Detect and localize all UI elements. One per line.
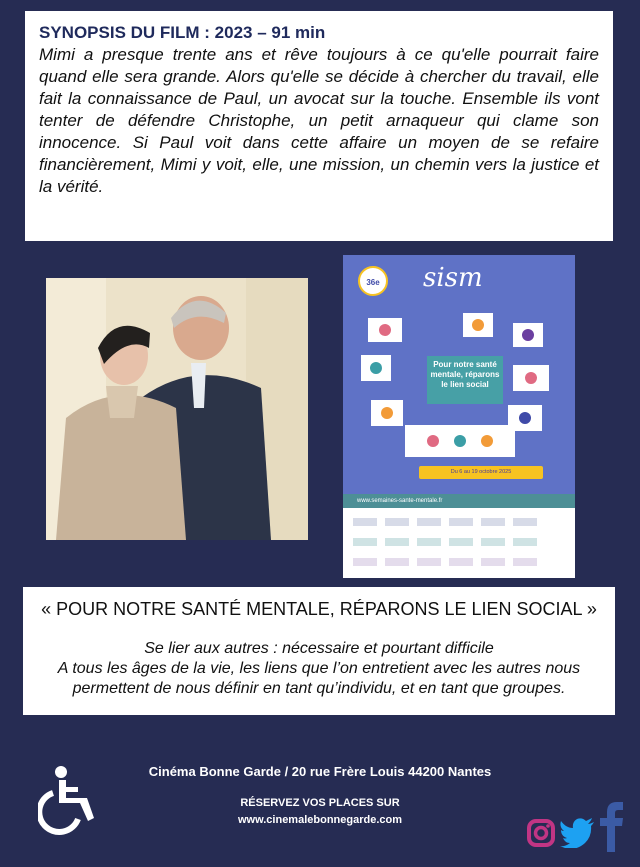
poster-logo: sism xyxy=(423,263,483,293)
twitter-icon[interactable] xyxy=(560,818,596,848)
instagram-icon[interactable] xyxy=(526,818,556,848)
poster-headline: Pour notre santé mentale, réparons le lien social xyxy=(427,356,503,404)
slogan-line-3: permettent de nous définir en tant qu’individu, et en tant que groupes. xyxy=(72,680,566,697)
website-link[interactable]: www.cinemalebonnegarde.com xyxy=(237,814,403,826)
cinema-address: Cinéma Bonne Garde / 20 rue Frère Louis 44200 Nantes xyxy=(148,764,492,779)
poster-dates: Du 6 au 19 octobre 2025 xyxy=(419,466,543,479)
slogan-box xyxy=(23,587,615,715)
poster-partner-logos xyxy=(343,508,575,578)
booking-cta-label: RÉSERVEZ VOS PLACES SUR xyxy=(240,797,400,809)
poster-url: www.semaines-sante-mentale.fr xyxy=(343,494,575,508)
slogan-line-1: Se lier aux autres : nécessaire et pourtant difficile xyxy=(144,640,494,657)
sism-poster xyxy=(343,255,575,578)
synopsis-heading: SYNOPSIS DU FILM : 2023 – 91 min xyxy=(39,23,326,42)
slogan-line-2: A tous les âges de la vie, les liens que l’on entretient avec les autres nous xyxy=(57,660,581,677)
slogan-title: « POUR NOTRE SANTÉ MENTALE, RÉPARONS LE LIEN SOCIAL » xyxy=(41,599,597,619)
film-still-image xyxy=(46,278,308,540)
synopsis-box xyxy=(25,11,613,241)
facebook-icon[interactable] xyxy=(598,800,624,852)
synopsis-text: Mimi a presque trente ans et rêve toujours à ce qu'elle pourrait faire quand elle sera grande. Alors qu'elle se décide à chercher du travail, elle fait la connaissance de Paul, un avocat sur la touche. Ensemble ils vont tenter de défendre Christophe, un petit arnaqueur qui clame son innocence. Si Paul voit dans cette affaire un moyen de se refaire financièrement, Mimi y voit, elle, une mission, un chemin vers la justice et la vérité. xyxy=(39,45,599,196)
poster-badge: 36e xyxy=(358,266,388,296)
